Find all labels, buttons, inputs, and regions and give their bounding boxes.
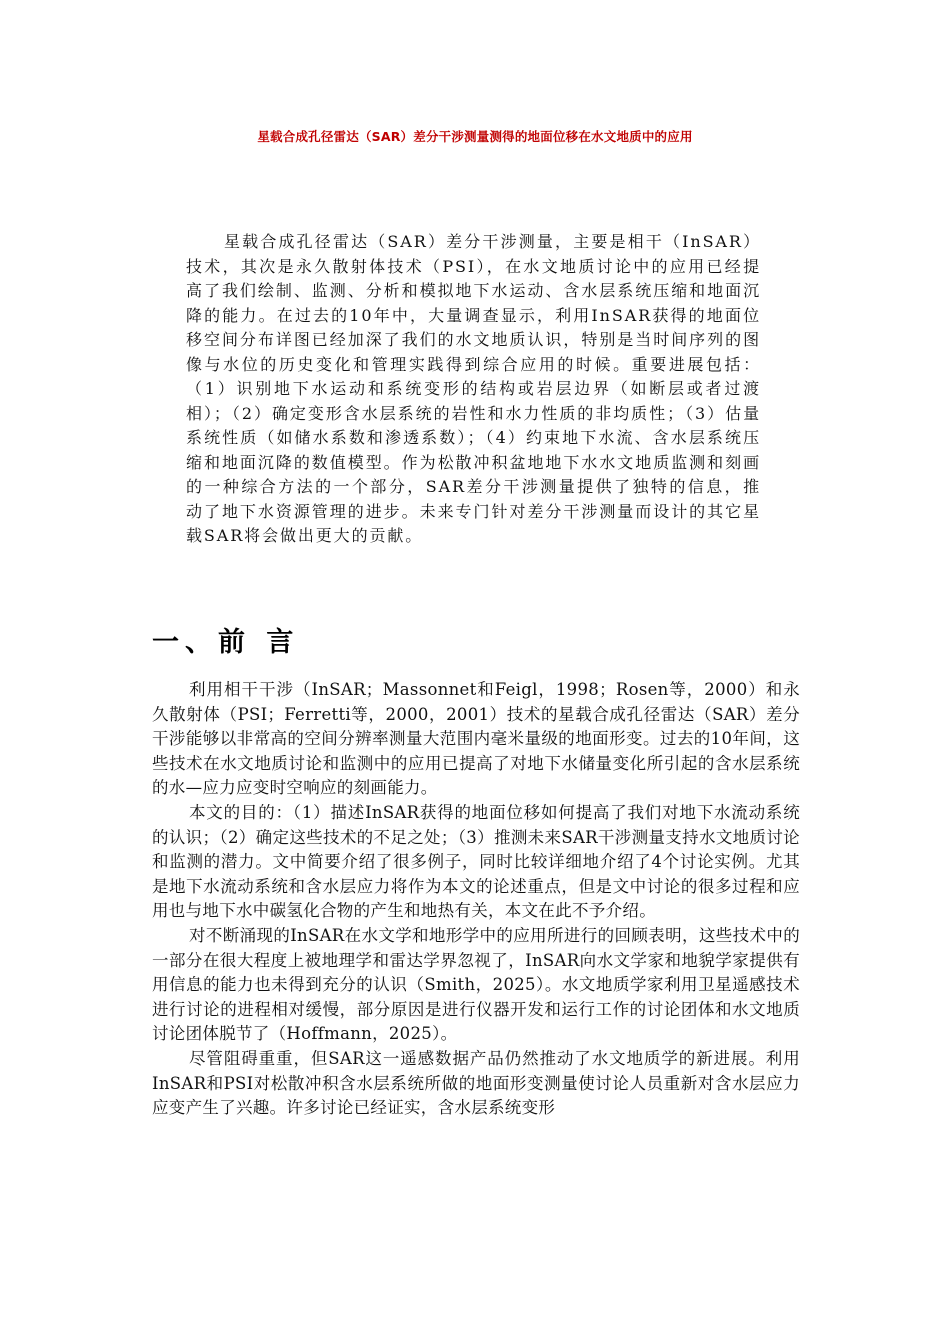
- abstract: [186, 230, 761, 549]
- body-paragraph-2: 本文的目的：（1）描述InSAR获得的地面位移如何提高了我们对地下水流动系统的认识；（2）确定这些技术的不足之处；（3）推测未来SAR干涉测量支持水文地质讨论和监测的潜力。文中简要介绍了很多例子，同时比较详细地介绍了4个讨论实例。尤其是地下水流动系统和含水层应力将作为本文的论述重点，但是文中讨论的很多过程和应用也与地下水中碳氢化合物的产生和地热有关，本文在此不予介绍。: [152, 802, 800, 921]
- body-paragraph-3: 对不断涌现的InSAR在水文学和地形学中的应用所进行的回顾表明，这些技术中的一部分在很大程度上被地理学和雷达学界忽视了，InSAR向水文学家和地貌学家提供有用信息的能力也未得到充分的认识（Smith，2025）。水文地质学家利用卫星遥感技术进行讨论的进程相对缓慢，部分原因是进行仪器开发和运行工作的讨论团体和水文地质讨论团体脱节了（Hoffmann，2025）。: [152, 925, 800, 1044]
- body-paragraph-1: 利用相干干涉（InSAR；Massonnet和Feigl，1998；Rosen等，2000）和永久散射体（PSI；Ferretti等，2000，2001）技术的星载合成孔径雷达（SAR）差分干涉能够以非常高的空间分辨率测量大范围内毫米量级的地面形变。过去的10年间，这些技术在水文地质讨论和监测中的应用已提高了对地下水储量变化所引起的含水层系统的水—应力应变时空响应的刻画能力。: [152, 680, 800, 798]
- page-header-title: 星载合成孔径雷达（SAR）差分干涉测量测得的地面位移在水文地质中的应用: [257, 129, 693, 144]
- body-paragraph-4: 尽管阻碍重重，但SAR这一遥感数据产品仍然推动了水文地质学的新进展。利用InSAR和PSI对松散冲积含水层系统所做的地面形变测量使讨论人员重新对含水层应力应变产生了兴趣。许多讨论已经证实，含水层系统变形: [152, 1048, 800, 1118]
- abstract-paragraph: 星载合成孔径雷达（SAR）差分干涉测量，主要是相干（InSAR）技术，其次是永久散射体技术（PSI），在水文地质讨论中的应用已经提高了我们绘制、监测、分析和模拟地下水运动、含水层系统压缩和地面沉降的能力。在过去的10年中，大量调查显示，利用InSAR获得的地面位移空间分布详图已经加深了我们的水文地质认识，特别是当时间序列的图像与水位的历史变化和管理实践得到综合应用的时候。重要进展包括：（1）识别地下水运动和系统变形的结构或岩层边界（如断层或者过渡相）；（2）确定变形含水层系统的岩性和水力性质的非均质性；（3）估量系统性质（如储水系数和渗透系数）；（4）约束地下水流、含水层系统压缩和地面沉降的数值模型。作为松散冲积盆地地下水水文地质监测和刻画的一种综合方法的一个部分，SAR差分干涉测量提供了独特的信息，推动了地下水资源管理的进步。未来专门针对差分干涉测量而设计的其它星载SAR将会做出更大的贡献。: [186, 232, 761, 545]
- section-heading: 一、前 言: [152, 627, 300, 658]
- section-body: [152, 678, 800, 1121]
